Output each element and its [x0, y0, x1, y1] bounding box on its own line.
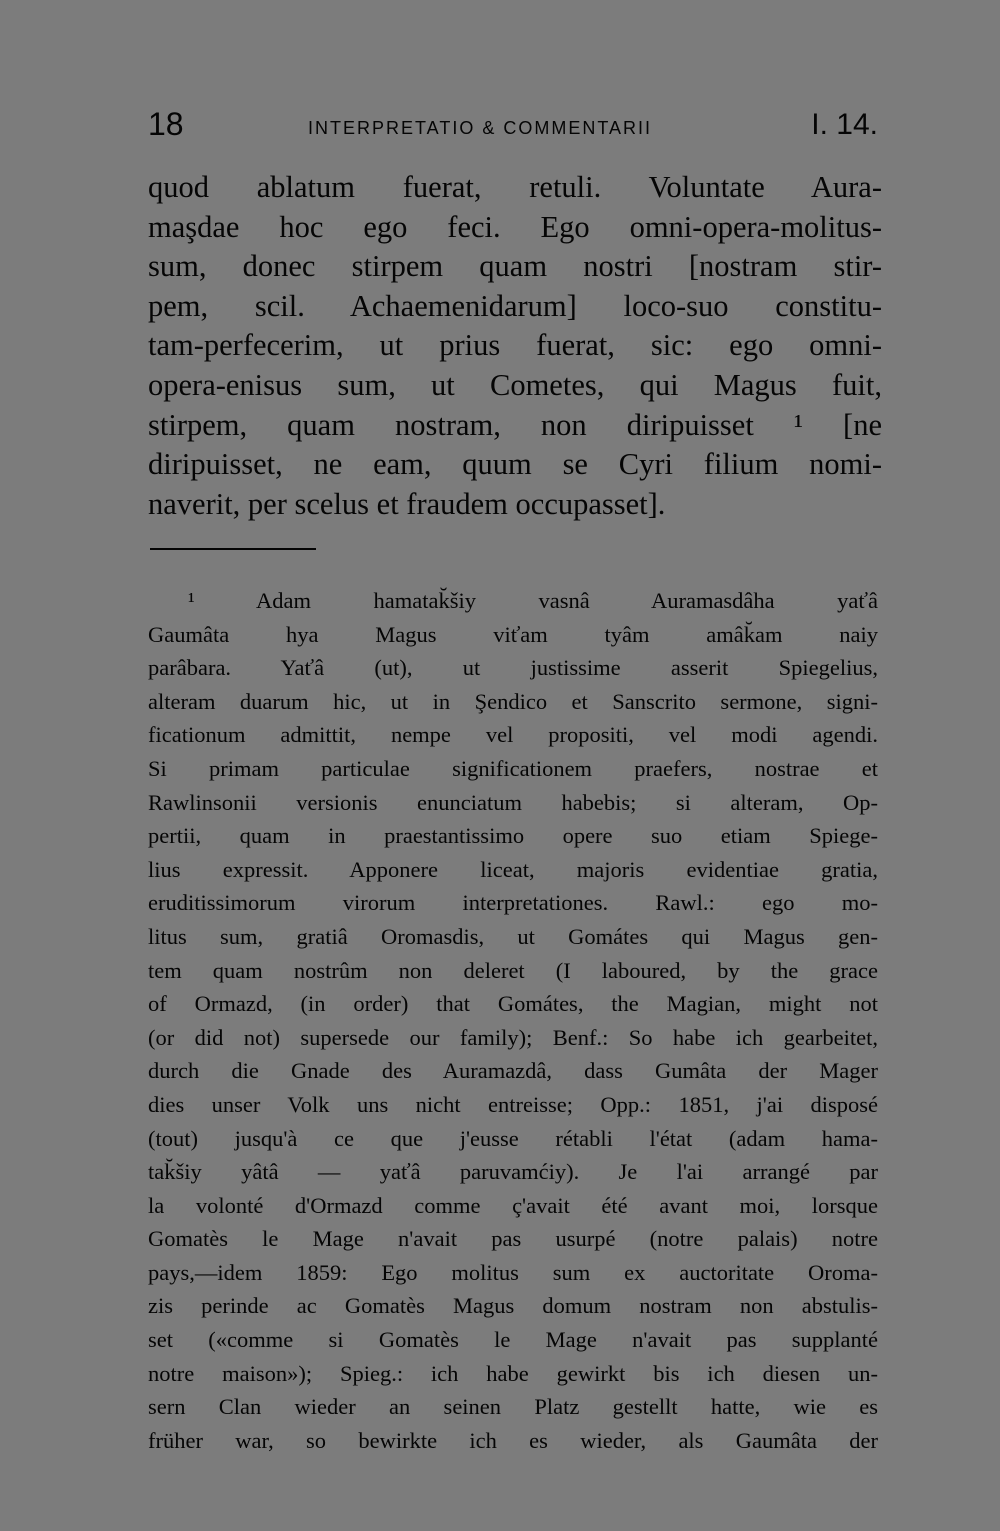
footnote-line: set («comme si Gomatès le Mage n'avait pas supplanté	[148, 1327, 878, 1353]
footnote-line: tak̆šiy yâtâ — yaťâ paruvamćiy). Je l'ai arrangé par	[148, 1159, 878, 1185]
text-line: opera-enisus sum, ut Cometes, qui Magus fuit,	[148, 367, 882, 402]
page-number: 18	[148, 106, 184, 142]
footnote-line: ¹ Adam hamatak̆šiy vasnâ Auramasdâha yaťâ	[188, 588, 878, 613]
text-line: pem, scil. Achaemenidarum] loco-suo constitu-	[148, 288, 882, 323]
main-text	[148, 168, 882, 524]
footnote-line: alteram duarum hic, ut in Şendico et Sanscrito sermone, signi-	[148, 688, 878, 714]
footnote-line: Gaumâta hya Magus viťam tyâm amâk̆am naiy	[148, 621, 878, 647]
footnote-line: (tout) jusqu'à ce que j'eusse rétabli l'état (adam hama-	[148, 1125, 878, 1151]
footnote-line: notre maison»); Spieg.: ich habe gewirkt bis ich diesen un-	[148, 1360, 878, 1386]
text-line: maşdae hoc ego feci. Ego omni-opera-molitus-	[148, 209, 882, 244]
footnote-line: Rawlinsonii versionis enunciatum habebis; si alteram, Op-	[148, 789, 878, 815]
footnote-line: pays,—idem 1859: Ego molitus sum ex auctoritate Oroma-	[148, 1259, 878, 1285]
footnote-line: zis perinde ac Gomatès Magus domum nostram non abstulis-	[148, 1293, 878, 1319]
running-title: INTERPRETATIO & COMMENTARII	[308, 118, 653, 138]
footnote-line: Gomatès le Mage n'avait pas usurpé (notre palais) notre	[148, 1226, 878, 1252]
footnote-line: durch die Gnade des Auramazdâ, dass Gumâta der Mager	[148, 1058, 878, 1084]
footnote-line: dies unser Volk uns nicht entreisse; Opp.: 1851, j'ai disposé	[148, 1091, 878, 1117]
footnote-line: eruditissimorum virorum interpretationes. Rawl.: ego mo-	[148, 890, 878, 916]
footnote-line: litus sum, gratiâ Oromasdis, ut Gomátes qui Magus gen-	[148, 923, 878, 949]
footnote-line: pertii, quam in praestantissimo opere suo etiam Spiege-	[148, 823, 878, 849]
footnote-line: of Ormazd, (in order) that Gomátes, the Magian, might not	[148, 991, 878, 1017]
page-header	[148, 106, 878, 150]
text-line: tam-perfecerim, ut prius fuerat, sic: ego omni-	[148, 328, 882, 363]
footnote-line: (or did not) supersede our family); Benf.: So habe ich gearbeitet,	[148, 1024, 878, 1050]
text-line: sum, donec stirpem quam nostri [nostram stir-	[148, 249, 882, 284]
text-line: quod ablatum fuerat, retuli. Voluntate Aura-	[148, 170, 882, 204]
footnote-line: tem quam nostrûm non deleret (I laboured, by the grace	[148, 957, 878, 983]
footnote-line: ficationum admittit, nempe vel propositi, vel modi agendi.	[148, 722, 878, 748]
footnote-line: lius expressit. Apponere liceat, majoris evidentiae gratia,	[148, 856, 878, 882]
footnote-line: parâbara. Yaťâ (ut), ut justissime asserit Spiegelius,	[148, 655, 878, 681]
footnote-line: früher war, so bewirkte ich es wieder, als Gaumâta der	[148, 1427, 878, 1453]
footnote-line: la volonté d'Ormazd comme ç'avait été avant moi, lorsque	[148, 1192, 878, 1218]
footnote-divider	[150, 548, 316, 550]
footnote-line: sern Clan wieder an seinen Platz gestellt hatte, wie es	[148, 1394, 878, 1420]
text-line: diripuisset, ne eam, quum se Cyri filium nomi-	[148, 447, 882, 482]
section-reference: I. 14.	[811, 108, 878, 141]
footnote	[148, 584, 878, 1457]
text-line: naverit, per scelus et fraudem occupasset].	[148, 486, 666, 521]
text-line: stirpem, quam nostram, non diripuisset ¹ [ne	[148, 407, 882, 442]
footnote-line: Si primam particulae significationem praefers, nostrae et	[148, 755, 878, 781]
